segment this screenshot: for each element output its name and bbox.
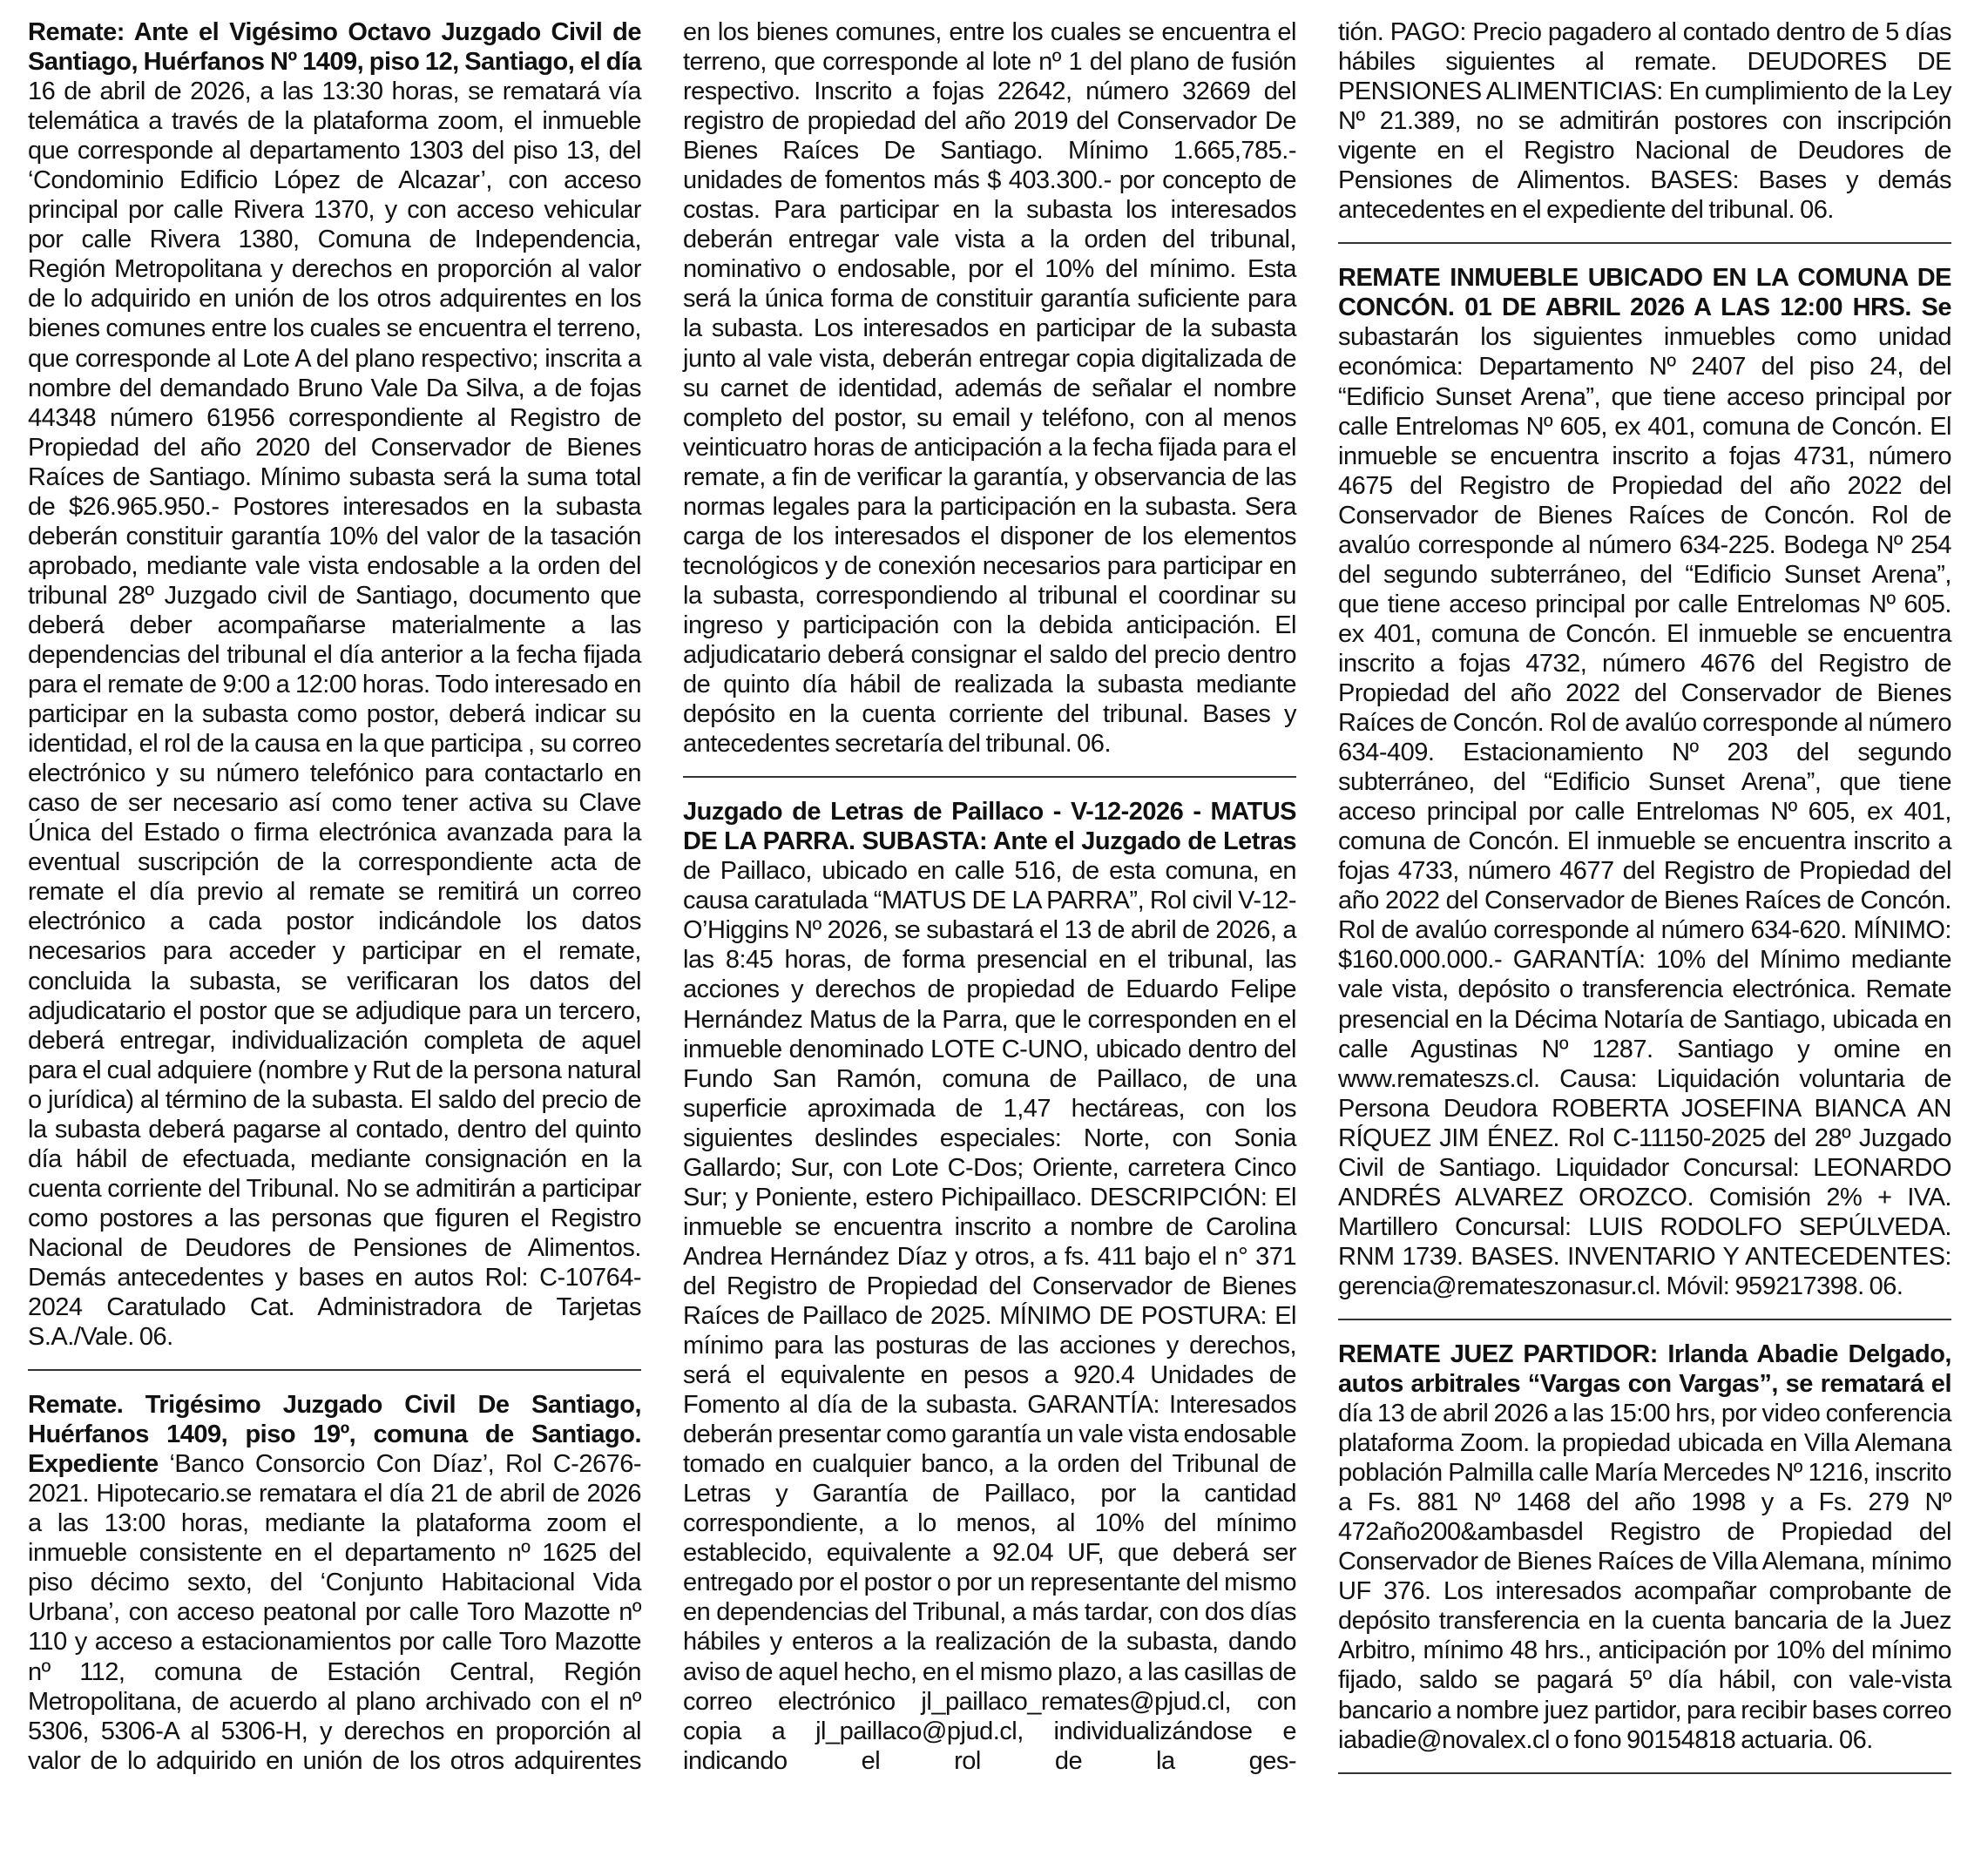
notice-body: día 13 de abril 2026 a las 15:00 hrs, por video conferencia plataforma Zoom. la propiedad ubicada en Villa Alemana población Palmilla calle María Mercedes Nº 1216, inscrito a Fs. 881 Nº 1468 del año 1998 y a Fs. 279 Nº 472año200&ambasdel Registro de Propiedad del Conservador de Bienes Raíces de Villa Alemana, mínimo UF 376. Los interesados acompañar comprobante de depósito transferencia en la cuenta bancaria de la Juez Arbitro, mínimo 48 hrs., anticipación por 10% del mínimo fijado, saldo se pagará 5º día hábil, con vale-vista bancario a nombre juez partidor, para recibir bases correo iabadie@novalex.cl o fono 90154818 actuaria. 06.: [1338, 1400, 1951, 1754]
notice-text: [28, 1390, 641, 1776]
notice-remate-concon: [1338, 263, 1951, 1301]
notice-text: [683, 797, 1296, 1776]
notice-text: [28, 17, 641, 1352]
column-divider-rule: [1338, 1772, 1951, 1774]
column-right: [1338, 17, 1951, 1793]
notice-heading: REMATE JUEZ PARTIDOR: Irlanda Abadie Delgado, autos arbitrales “Vargas con Vargas”, se rematará el: [1338, 1340, 1951, 1399]
notice-body: tión. PAGO: Precio pagadero al contado dentro de 5 días hábiles siguientes al remate. DEUDORES DE PENSIONES ALIMENTICIAS: En cumplimiento de la Ley Nº 21.389, no se admitirán postores con inscripción vigente en el Registro Nacional de Deudores de Pensiones de Alimentos. BASES: Bases y demás antecedentes en el expediente del tribunal. 06.: [1338, 18, 1951, 225]
notice-text: [1338, 263, 1951, 1301]
notice-body: en los bienes comunes, entre los cuales se encuentra el terreno, que corresponde al lote nº 1 del plano de fusión respectivo. Inscrito a fojas 22642, número 32669 del registro de propiedad del año 2019 del Conservador De Bienes Raíces De Santiago. Mínimo 1.665,785.- unidades de fomentos más $ 403.300.- por concepto de costas. Para participar en la subasta los interesados deberán entregar vale vista a la orden del tribunal, nominativo o endosable, por el 10% del mínimo. Esta será la única forma de constituir garantía suficiente para la subasta. Los interesados en participar de la subasta junto al vale vista, deberán entregar copia digitalizada de su carnet de identidad, además de señalar el nombre completo del postor, su email y teléfono, con al menos veinticuatro horas de anticipación a la fecha fijada para el remate, a fin de verificar la garantía, y observancia de las normas legales para la participación en la subasta. Sera carga de los interesados el disponer de los elementos tecnológicos y de conexión necesarios para participar en la subasta, correspondiendo al tribunal el coordinar su ingreso y participación con la debida anticipación. El adjudicatario deberá consignar el saldo del precio dentro de quinto día hábil de realizada la subasta mediante depósito en la cuenta corriente del tribunal. Bases y antecedentes secretaría del tribunal. 06.: [683, 18, 1296, 759]
notice-body: ‘Banco Consorcio Con Díaz’, Rol C-2676-2021. Hipotecario.se rematara el día 21 de abril de 2026 a las 13:00 horas, mediante la plataforma zoom el inmueble consistente en el departamento nº 1625 del piso décimo sexto, del ‘Conjunto Habitacional Vida Urbana’, con acceso peatonal por calle Toro Mazotte nº 110 y acceso a estacionamientos por calle Toro Mazotte nº 112, comuna de Estación Central, Región Metropolitana, de acuerdo al plano archivado con el nº 5306, 5306-A al 5306-H, y derechos en proporción al valor de lo adquirido en unión de los otros adquirentes: [28, 1450, 641, 1775]
notice-text: [1338, 1340, 1951, 1755]
notice-heading: Juzgado de Letras de Paillaco - V-12-2026 - MATUS DE LA PARRA. SUBASTA: Ante el Juzgado de Letras: [683, 798, 1296, 856]
notice-body: 16 de abril de 2026, a las 13:30 horas, se rematará vía telemática a través de la plataforma zoom, el inmueble que corresponde al departamento 1303 del piso 13, del ‘Condominio Edificio López de Alcazar’, con acceso principal por calle Rivera 1370, y con acceso vehicular por calle Rivera 1380, Comuna de Independencia, Región Metropolitana y derechos en proporción al valor de lo adquirido en unión de los otros adquirentes en los bienes comunes entre los cuales se encuentra el terreno, que corresponde al Lote A del plano respectivo; inscrita a nombre del demandado Bruno Vale Da Silva, a de fojas 44348 número 61956 correspondiente al Registro de Propiedad del año 2020 del Conservador de Bienes Raíces de Santiago. Mínimo subasta será la suma total de $26.965.950.- Postores interesados en la subasta deberán constituir garantía 10% del valor de la tasación aprobado, mediante vale vista endosable a la orden del tribunal 28º Juzgado civil de Santiago, documento que deberá deber acompañarse materialmente a las dependencias del tribunal el día anterior a la fecha fijada para el remate de 9:00 a 12:00 horas. Todo interesado en participar en la subasta como postor, deberá indicar su identidad, el rol de la causa en la que participa , su correo electrónico y su número telefónico para contactarlo en caso de ser necesario así como tener activa su Clave Única del Estado o firma electrónica avanzada para la eventual suscripción de la correspondiente acta de remate el día previo al remate se remitirá un correo electrónico a cada postor indicándole los datos necesarios para acceder y participar en el remate, concluida la subasta, se verificaran los datos del adjudicatario el postor que se adjudique para un tercero, deberá entregar, individualización completa de aquel para el cual adquiere (nombre y Rut de la persona natural o jurídica) al término de la subasta. El saldo del precio de la subasta deberá pagarse al contado, dentro del quinto día hábil de efectuada, mediante consignación en la cuenta corriente del Tribunal. No se admitirán a participar como postores a las personas que figuren el Registro Nacional de Deudores de Pensiones de Alimentos. Demás antecedentes y bases en autos Rol: C-10764-2024 Caratulado Cat. Administradora de Tarjetas S.A./Vale. 06.: [28, 78, 641, 1352]
notice-body: subastarán los siguientes inmuebles como unidad económica: Departamento Nº 2407 del piso 24, del “Edificio Sunset Arena”, que tiene acceso principal por calle Entrelomas Nº 605, ex 401, comuna de Concón. El inmueble se encuentra inscrito a fojas 4731, número 4675 del Registro de Propiedad del año 2022 del Conservador de Bienes Raíces de Concón. Rol de avalúo corresponde al número 634-225. Bodega Nº 254 del segundo subterráneo, del “Edificio Sunset Arena”, que tiene acceso principal por calle Entrelomas Nº 605. ex 401, comuna de Concón. El inmueble se encuentra inscrito a fojas 4732, número 4676 del Registro de Propiedad del año 2022 del Conservador de Bienes Raíces de Concón. Rol de avalúo corresponde al número 634-409. Estacionamiento Nº 203 del segundo subterráneo, del “Edificio Sunset Arena”, que tiene acceso principal por calle Entrelomas Nº 605, ex 401, comuna de Concón. El inmueble se encuentra inscrito a fojas 4733, número 4677 del Registro de Propiedad del año 2022 del Conservador de Bienes Raíces de Concón. Rol de avalúo corresponde al número 634-620. MÍNIMO: $160.000.000.- GARANTÍA: 10% del Mínimo mediante vale vista, depósito o transferencia electrónica. Remate presencial en la Décima Notaría de Santiago, ubicada en calle Agustinas Nº 1287. Santiago y omine en www.remateszs.cl. Causa: Liquidación voluntaria de Persona Deudora ROBERTA JOSEFINA BIANCA AN RÍQUEZ JIM ÉNEZ. Rol C-11150-2025 del 28º Juzgado Civil de Santiago. Liquidador Concursal: LEONARDO ANDRÉS ALVAREZ OROZCO. Comisión 2% + IVA. Martillero Concursal: LUIS RODOLFO SEPÚLVEDA. RNM 1739. BASES. INVENTARIO Y ANTECEDENTES: gerencia@remateszonasur.cl. Móvil: 959217398. 06.: [1338, 323, 1951, 1300]
column-divider-rule: [683, 776, 1296, 778]
notice-paillaco-continuation: [1338, 17, 1951, 225]
notice-text-continued: [683, 17, 1296, 759]
notice-remate-juez-partidor: [1338, 1340, 1951, 1755]
column-divider-rule: [1338, 242, 1951, 244]
column-divider-rule: [1338, 1319, 1951, 1320]
column-divider-rule: [28, 1369, 641, 1371]
notice-remate-30-juzgado: [28, 1390, 641, 1776]
notice-body: de Paillaco, ubicado en calle 516, de esta comuna, en causa caratulada “MATUS DE LA PARRA”, Rol civil V-12- O’Higgins Nº 2026, se subastará el 13 de abril de 2026, a las 8:45 horas, de forma presencial en el tribunal, las acciones y derechos de propiedad de Eduardo Felipe Hernández Matus de la Parra, que le corresponden en el inmueble denominado LOTE C-UNO, ubicado dentro del Fundo San Ramón, comuna de Paillaco, de una superficie aproximada de 1,47 hectáreas, con los siguientes deslindes especiales: Norte, con Sonia Gallardo; Sur, con Lote C-Dos; Oriente, carretera Cinco Sur; y Poniente, estero Pichipaillaco. DESCRIPCIÓN: El inmueble se encuentra inscrito a nombre de Carolina Andrea Hernández Díaz y otros, a fs. 411 bajo el n° 371 del Registro de Propiedad del Conservador de Bienes Raíces de Paillaco de 2025. MÍNIMO DE POSTURA: El mínimo para las posturas de las acciones y derechos, será el equivalente en pesos a 920.4 Unidades de Fomento al día de la subasta. GARANTÍA: Interesados deberán presentar como garantía un vale vista endosable tomado en cualquier banco, a la orden del Tribunal de Letras y Garantía de Paillaco, por la cantidad correspondiente, a lo menos, al 10% del mínimo establecido, equivalente a 92.04 UF, que deberá ser entregado por el postor o por un representante del mismo en dependencias del Tribunal, a más tardar, con dos días hábiles y enteros a la realización de la subasta, dando aviso de aquel hecho, en el mismo plazo, a las casillas de correo electrónico jl_paillaco_remates@pjud.cl, con copia a jl_paillaco@pjud.cl, individualizándose e indicando el rol de la ges-: [683, 857, 1296, 1775]
column-middle: [683, 17, 1296, 1776]
notice-text-continued: [1338, 17, 1951, 225]
notice-heading: REMATE INMUEBLE UBICADO EN LA COMUNA DE CONCÓN. 01 DE ABRIL 2026 A LAS 12:00 HRS. Se: [1338, 264, 1951, 322]
column-left: [28, 17, 641, 1776]
notice-remate-28-juzgado: [28, 17, 641, 1352]
notice-heading: Remate: Ante el Vigésimo Octavo Juzgado Civil de Santiago, Huérfanos Nº 1409, piso 12, Santiago, el día: [28, 18, 641, 77]
notice-heading: Remate. Trigésimo Juzgado Civil De Santiago, Huérfanos 1409, piso 19º, comuna de Santiago. Expediente: [28, 1391, 641, 1479]
